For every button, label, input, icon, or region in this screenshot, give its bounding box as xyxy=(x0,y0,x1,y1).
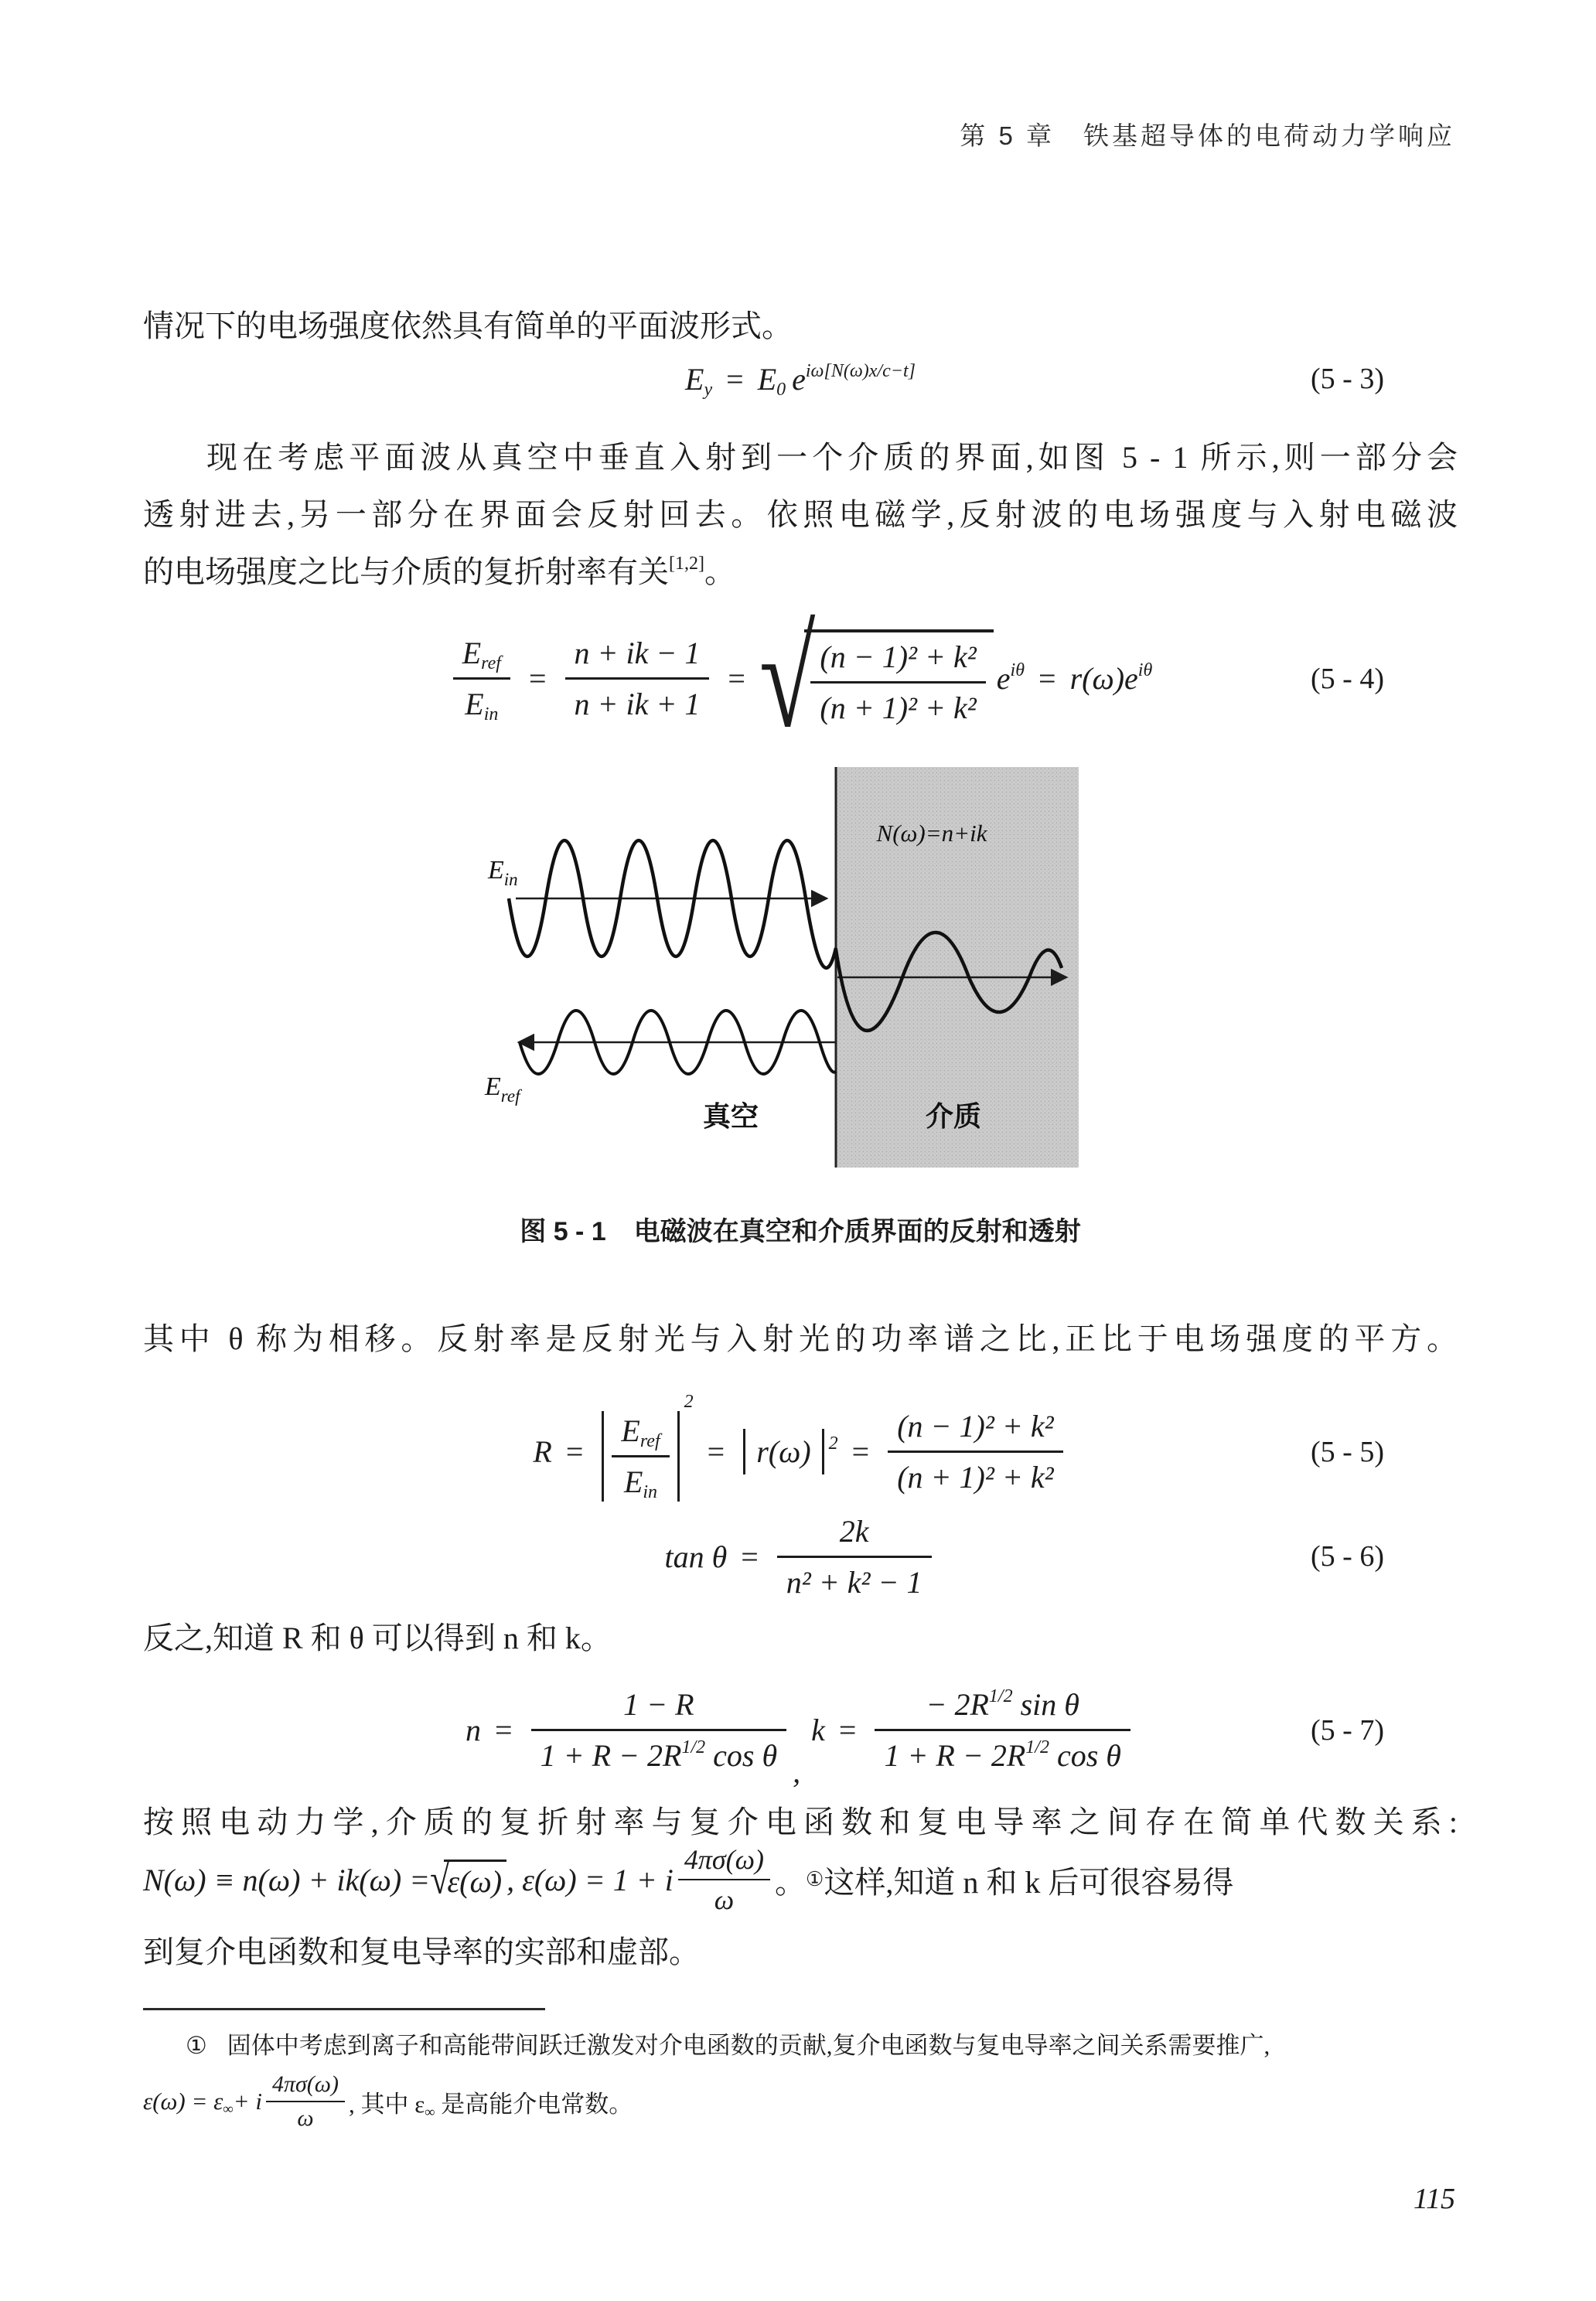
eq5-abs-r: r(ω) $^2$ xyxy=(738,1429,837,1474)
eq5-equals-1: = xyxy=(565,1434,584,1469)
footnote-eps: $\varepsilon(\omega) = \varepsilon_\infty$ xyxy=(143,2088,234,2118)
eq7-k-fraction: $\frac{- 2R^{1/2} \sin \theta}{1 + R - 2R^{1/2} \cos \theta}$ xyxy=(875,1685,1130,1775)
footnote-divider xyxy=(143,2008,545,2010)
eq6-lhs: tan θ xyxy=(664,1539,728,1574)
equation-5-3 xyxy=(143,340,1458,418)
vacuum-label: 真空 xyxy=(702,1100,759,1132)
eq3-equals: = xyxy=(726,361,744,397)
eq4-equals-1: = xyxy=(528,661,547,696)
p5-inline-math-2: , ε(ω) = 1 + i xyxy=(506,1862,674,1897)
eq6-equals: = xyxy=(741,1539,759,1574)
footnote-number: ① xyxy=(186,2032,207,2059)
running-header: 第 5 章 铁基超导体的电荷动力学响应 xyxy=(960,121,1455,150)
figure-5-1-drawing xyxy=(476,764,1086,1178)
figure-caption xyxy=(143,1210,1458,1248)
paragraph-2-line1: 现在考虑平面波从真空中垂直入射到一个介质的界面,如图 5 - 1 所示,则一部分会 xyxy=(206,440,1458,475)
footnote-line2: $\varepsilon(\omega) = \varepsilon_\infty$ + i $\frac{4\pi\sigma(\omega)}{\omega}$ , 其中 $\varepsilon_\infty$ 是高能介电常数。 xyxy=(143,2071,633,2131)
p5-inline-sqrt: √ ε(ω) xyxy=(430,1860,506,1900)
eq4-exp-theta: $e^{i\theta}$ xyxy=(996,660,1025,696)
figure-caption-tag: 图 5 - 1 xyxy=(520,1217,606,1246)
equation-5-4 xyxy=(143,599,1458,757)
medium-label: 介质 xyxy=(925,1100,982,1132)
eq5-equals-2: = xyxy=(707,1434,725,1469)
eq4-equals-2: = xyxy=(728,661,745,696)
eq5-fraction: $\frac{\text{(n − 1)² + k²}}{\text{(n + 1)² + k²}}$ xyxy=(888,1406,1062,1497)
eq5-lhs: R xyxy=(533,1434,552,1469)
incident-wave xyxy=(509,840,836,968)
paragraph-5-line1: 按照电动力学,介质的复折射率与复介电函数和复电导率之间存在简单代数关系: xyxy=(143,1805,1458,1839)
equation-5-5 xyxy=(143,1388,1458,1515)
eq7-label: (5 - 7) xyxy=(1311,1713,1384,1747)
paragraph-4: 反之,知道 R 和 θ 可以得到 n 和 k。 xyxy=(143,1621,612,1655)
medium-formula-label: N(ω)=n+ik xyxy=(876,820,987,847)
paragraph-5-line2: N(ω) ≡ n(ω) + ik(ω) = √ ε(ω) , ε(ω) = 1 + i $\frac{4\pi\sigma(\omega)}{\omega}$ 。 ① 这样,知道 n 和 k 后可很容易得 xyxy=(143,1844,1234,1915)
eq7-equals-1: = xyxy=(495,1713,513,1747)
paragraph-2-line2: 透射进去,另一部分在界面会反射回去。依照电磁学,反射波的电场强度与入射电磁波 xyxy=(143,497,1458,532)
eq4-equals-3: = xyxy=(1038,661,1056,696)
eq7-n: n xyxy=(466,1713,482,1747)
citation-ref: [1,2] xyxy=(669,554,704,574)
eq4-ratio: $\frac{E_{ref}}{E_{in}}$ xyxy=(453,633,510,724)
eq4-nik-fraction: $\frac{n + ik - 1}{n + ik + 1}$ xyxy=(565,633,710,724)
eq5-label: (5 - 5) xyxy=(1311,1435,1384,1468)
footnote-tail: , 其中 $\varepsilon_\infty$ 是高能介电常数。 xyxy=(348,2090,633,2121)
eq3-lhs: $E_y$ xyxy=(685,361,713,400)
p5-inline-text: 这样,知道 n 和 k 后可很容易得 xyxy=(824,1864,1234,1900)
eq7-equals-2: = xyxy=(838,1713,857,1747)
eq5-equals-3: = xyxy=(851,1434,870,1469)
footnote-line1: ① 固体中考虑到离子和高能带间跃迁激发对介电函数的贡献,复介电函数与复电导率之间关系需要推广, xyxy=(186,2032,1270,2059)
paragraph-2 xyxy=(143,429,1458,601)
radical-sign: √ xyxy=(430,1855,450,1903)
eq3-exponential: $e^{i\omega[N(\omega)x/c-t]}$ xyxy=(792,360,916,397)
eq4-r-omega: $r(\omega)e^{i\theta}$ xyxy=(1069,660,1153,696)
paragraph-5-line3: 到复介电函数和复电导率的实部和虚部。 xyxy=(143,1935,700,1969)
eq3-rhs: $E_0$ xyxy=(757,361,786,400)
equation-5-7 xyxy=(143,1670,1458,1790)
figure-5-1 xyxy=(476,764,1086,1178)
p5-inline-math-1: N(ω) ≡ n(ω) + ik(ω) = xyxy=(143,1862,431,1897)
eq7-comma: , xyxy=(793,1754,801,1789)
figure-caption-text: 电磁波在真空和介质界面的反射和透射 xyxy=(633,1217,1081,1246)
e-in-label: $E_{in}$ xyxy=(488,856,518,889)
p5-inline-fraction: $\frac{4\pi\sigma(\omega)}{\omega}$ xyxy=(678,1843,770,1916)
paragraph-1: 情况下的电场强度依然具有简单的平面波形式。 xyxy=(143,309,793,343)
eq6-fraction: $\frac{2k}{\text{n² + k² − 1}}$ xyxy=(777,1512,932,1602)
page-number: 115 xyxy=(1413,2183,1455,2215)
equation-5-6 xyxy=(143,1506,1458,1607)
eq4-label: (5 - 4) xyxy=(1311,662,1384,695)
paragraph-3: 其中 θ 称为相移。反射率是反射光与入射光的功率谱之比,正比于电场强度的平方。 xyxy=(143,1321,1458,1356)
e-ref-label: $E_{ref}$ xyxy=(485,1072,520,1106)
eq7-k: k xyxy=(811,1713,825,1747)
footnote-fraction: $\frac{4\pi\sigma(\omega)}{\omega}$ xyxy=(266,2071,345,2132)
radical-sign: √ xyxy=(759,599,816,757)
eq5-abs-ratio: $\frac{E_{ref}}{E_{in}}$ $^2$ xyxy=(597,1402,693,1501)
eq7-n-fraction: $\frac{1 - R}{1 + R - 2R^{1/2} \cos \theta}$ xyxy=(531,1685,787,1775)
eq3-label: (5 - 3) xyxy=(1311,363,1384,395)
eq6-label: (5 - 6) xyxy=(1311,1540,1384,1573)
eq4-square-root: √ $\frac{\text{(n − 1)² + k²}}{\text{(n + 1)² + k²}}$ xyxy=(759,629,994,728)
p5-period: 。 xyxy=(775,1864,807,1900)
paragraph-2-line3: 的电场强度之比与介质的复折射率有关[1,2]。 xyxy=(143,554,735,589)
